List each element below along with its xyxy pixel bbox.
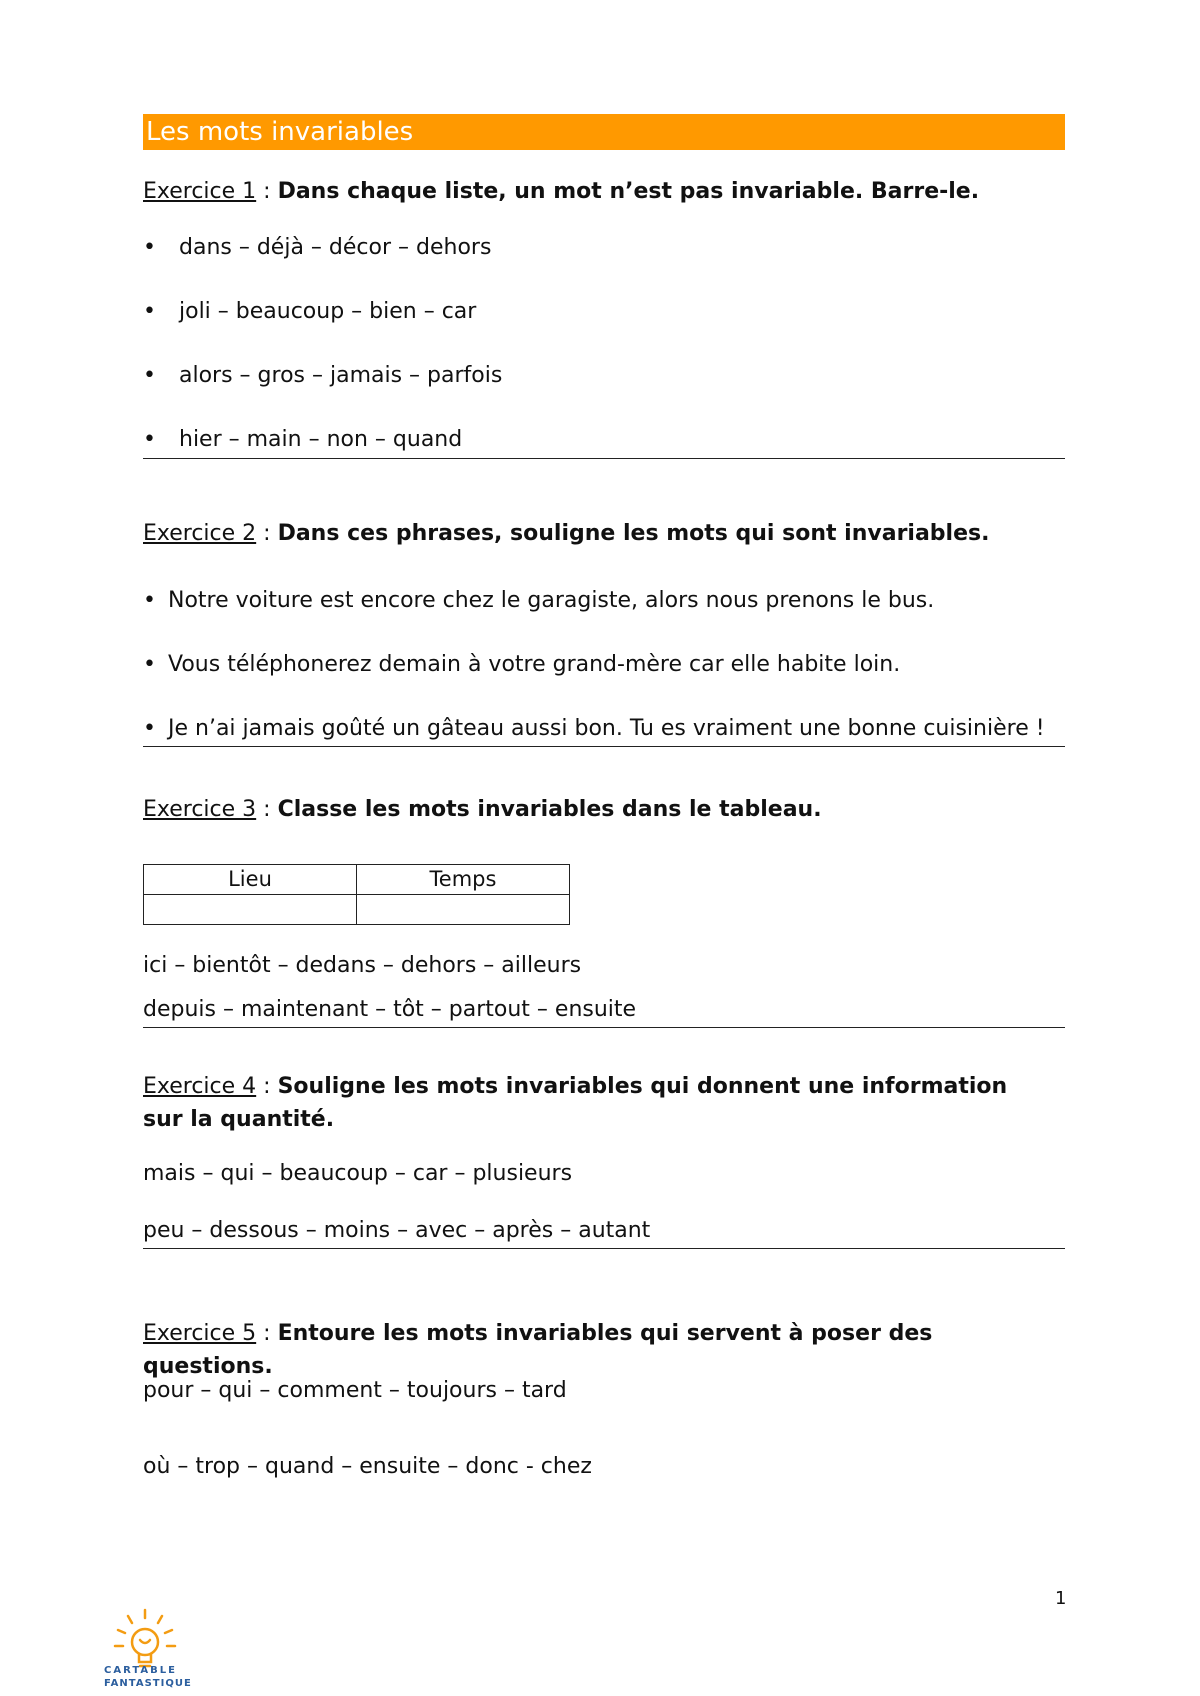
exercise-2-label: Exercice 2 xyxy=(143,521,257,546)
list-item-text: Je n’ai jamais goûté un gâteau aussi bon. Tu es vraiment une bonne cuisinière ! xyxy=(168,716,1045,741)
exercise-3-sep: : xyxy=(256,797,278,822)
word-list-line: où – trop – quand – ensuite – donc - chez xyxy=(143,1454,592,1479)
list-item-text: hier – main – non – quand xyxy=(179,427,463,452)
list-item xyxy=(143,361,502,391)
word-list-line: ici – bientôt – dedans – dehors – ailleurs xyxy=(143,953,582,978)
bullet-icon: • xyxy=(143,427,156,452)
list-item xyxy=(143,650,900,680)
list-item xyxy=(143,586,934,616)
exercise-1-heading xyxy=(143,175,1065,208)
bullet-icon: • xyxy=(143,716,156,741)
word-list-line: pour – qui – comment – toujours – tard xyxy=(143,1378,567,1403)
exercise-4-instruction: Souligne les mots invariables qui donnent une information sur la quantité. xyxy=(143,1074,1008,1132)
exercise-1-sep: : xyxy=(256,179,278,204)
exercise-3-heading xyxy=(143,793,1065,826)
bullet-icon: • xyxy=(143,235,156,260)
list-item-text: joli – beaucoup – bien – car xyxy=(179,299,477,324)
exercise-3-instruction: Classe les mots invariables dans le tableau. xyxy=(277,797,822,822)
exercise-5-instruction: Entoure les mots invariables qui servent à poser des questions. xyxy=(143,1321,933,1379)
list-item xyxy=(143,233,491,263)
exercise-4-label: Exercice 4 xyxy=(143,1074,257,1099)
logo-text-line1: CARTABLE xyxy=(104,1665,177,1676)
section-divider xyxy=(143,1027,1065,1028)
list-item-text: dans – déjà – décor – dehors xyxy=(179,235,492,260)
exercise-1-label: Exercice 1 xyxy=(143,179,257,204)
table-cell-empty xyxy=(144,895,357,925)
word-list-line: mais – qui – beaucoup – car – plusieurs xyxy=(143,1161,573,1186)
exercise-2-heading xyxy=(143,517,1065,550)
list-item-text: Notre voiture est encore chez le garagiste, alors nous prenons le bus. xyxy=(168,588,935,613)
page-number: 1 xyxy=(1055,1588,1067,1609)
list-item xyxy=(143,714,1045,744)
bullet-icon: • xyxy=(143,588,156,613)
answer-table xyxy=(143,864,570,925)
word-list-line: peu – dessous – moins – avec – après – autant xyxy=(143,1218,651,1243)
bullet-icon: • xyxy=(143,363,156,388)
table-header-lieu: Lieu xyxy=(144,865,357,895)
table-cell-empty xyxy=(357,895,570,925)
table-header-temps: Temps xyxy=(357,865,570,895)
exercise-3-label: Exercice 3 xyxy=(143,797,257,822)
exercise-5-heading xyxy=(143,1317,1065,1383)
word-list-line: depuis – maintenant – tôt – partout – ensuite xyxy=(143,997,637,1022)
table-row xyxy=(144,895,570,925)
exercise-2-instruction: Dans ces phrases, souligne les mots qui sont invariables. xyxy=(277,521,990,546)
table-row xyxy=(144,865,570,895)
list-item xyxy=(143,297,476,327)
exercise-4-sep: : xyxy=(256,1074,278,1099)
section-divider xyxy=(143,458,1065,459)
list-item-text: Vous téléphonerez demain à votre grand-mère car elle habite loin. xyxy=(168,652,901,677)
lightbulb-logo-icon xyxy=(100,1608,190,1688)
exercise-5-label: Exercice 5 xyxy=(143,1321,257,1346)
page-title: Les mots invariables xyxy=(143,114,1065,150)
bullet-icon: • xyxy=(143,652,156,677)
exercise-4-heading xyxy=(143,1070,1023,1136)
bullet-icon: • xyxy=(143,299,156,324)
exercise-1-instruction: Dans chaque liste, un mot n’est pas invariable. Barre-le. xyxy=(277,179,980,204)
section-divider xyxy=(143,746,1065,747)
exercise-2-sep: : xyxy=(256,521,278,546)
list-item-text: alors – gros – jamais – parfois xyxy=(179,363,503,388)
exercise-5-sep: : xyxy=(256,1321,278,1346)
section-divider xyxy=(143,1248,1065,1249)
logo-text-line2: FANTASTIQUE xyxy=(104,1678,192,1689)
list-item xyxy=(143,425,462,455)
